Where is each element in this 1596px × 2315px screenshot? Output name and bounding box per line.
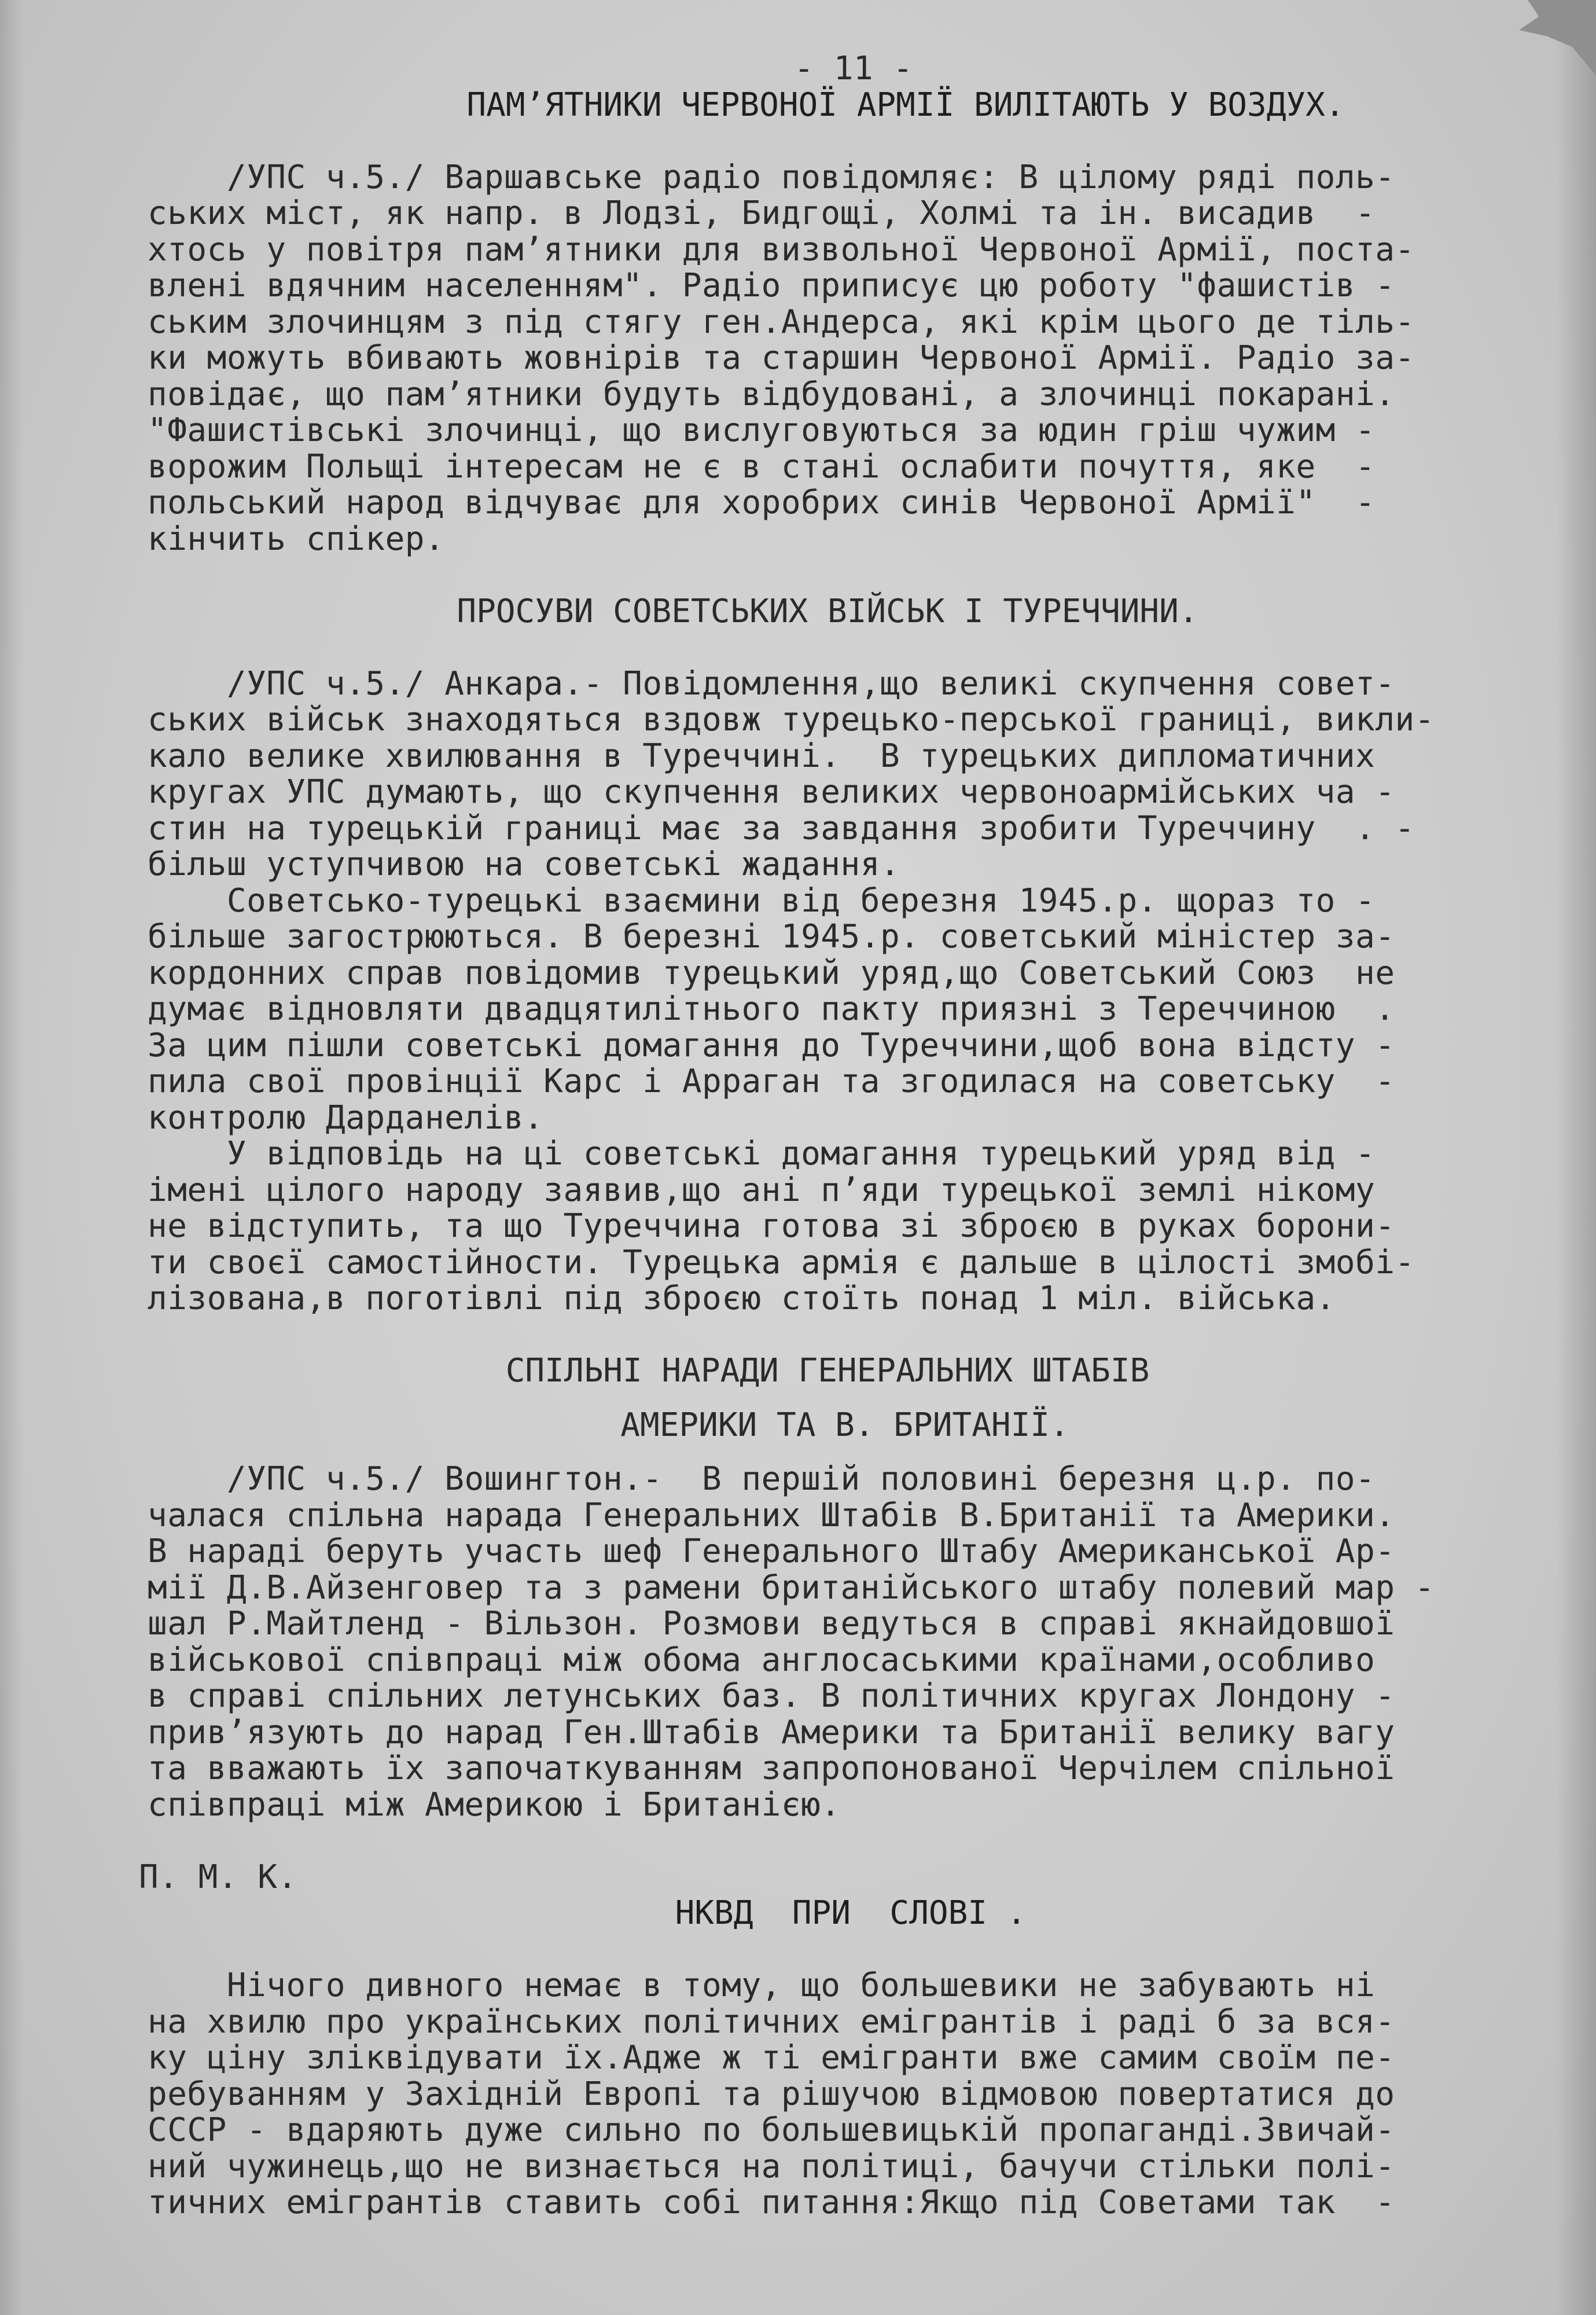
article-line: влені вдячним населенням". Радіо приписує цю роботу "фашистів -: [148, 267, 1395, 304]
article-line: тичних емігрантів ставить собі питання:Якщо під Советами так -: [148, 2184, 1395, 2221]
article-line: ти своєї самостійности. Турецька армія є дальше в цілості змобі-: [148, 1243, 1415, 1281]
article-line: ку ціну зліквідувати їх.Адже ж ті емігранти вже самим своїм пе-: [148, 2039, 1395, 2077]
article-line: не відступить, та що Туреччина готова зі зброєю в руках борони-: [148, 1207, 1395, 1245]
spacer: [148, 123, 1484, 160]
heading-nkvd: НКВД ПРИ СЛОВІ .: [675, 1894, 1027, 1932]
article-line: більш уступчивою на советські жадання.: [148, 846, 900, 883]
spacer: [148, 557, 1484, 594]
article-line: /УПС ч.5./ Вошингтон.- В першій половині березня ц.р. по-: [148, 1460, 1376, 1498]
article-line: ських військ знаходяться вздовж турецько-перської границі, викли-: [148, 701, 1435, 738]
article-staffs: [148, 1461, 1484, 1823]
article-line: кордонних справ повідомив турецький уряд,що Советський Союз не: [148, 954, 1395, 992]
article-line: на хвилю про українських політичних емігрантів і раді б за вся-: [148, 2002, 1395, 2041]
article-line: ний чужинець,що не визнається на політиці, бачучи стільки полі-: [148, 2147, 1395, 2185]
heading-turkey: ПРОСУВИ СОВЕТСЬКИХ ВІЙСЬК І ТУРЕЧЧИНИ.: [457, 592, 1198, 630]
article-line: /УПС ч.5./ Варшавське радіо повідомляє: В цілому ряді поль-: [148, 158, 1395, 196]
article-line: За цим пішли советські домагання до Туреччини,щоб вона відсту -: [148, 1026, 1395, 1064]
article-monuments: [148, 160, 1484, 558]
spacer: [148, 1317, 1484, 1354]
page-edge-shadow-left: [0, 0, 23, 2315]
spacer: [148, 630, 1484, 666]
article-line: стин на турецькій границі має за завдання зробити Туреччину . -: [148, 809, 1415, 847]
typewritten-text: [139, 50, 1484, 2221]
article-nkvd: [148, 1968, 1484, 2221]
spacer: [148, 1823, 1484, 1860]
article-line: ребуванням у Західній Европі та рішучою відмовою повертатися до: [148, 2075, 1395, 2113]
article-line: імені цілого народу заявив,що ані п’яди турецької землі нікому: [148, 1171, 1376, 1209]
article-line: Нічого дивного немає в тому, що большевики не забувають ні: [148, 1967, 1376, 2004]
page-number: - 11 -: [794, 50, 913, 87]
article-line: співпраці між Америкою і Британією.: [148, 1785, 841, 1824]
article-line: В нараді беруть участь шеф Генерального Штабу Американської Ар-: [148, 1533, 1395, 1570]
article-line: кругах УПС думають, що скупчення великих червоноармійських ча -: [148, 773, 1395, 811]
article-line: кінчить спікер.: [148, 520, 445, 558]
article-line: польський народ відчуває для хоробрих синів Червоної Армії" -: [148, 484, 1376, 521]
article-line: думає відновляти двадцятилітнього пакту приязні з Тереччиною .: [148, 990, 1395, 1028]
article-line: Советсько-турецькі взаємини від березня 1945.р. щораз то -: [148, 881, 1376, 920]
article-line: ки можуть вбивають жовнірів та старшин Червоної Армії. Радіо за-: [148, 339, 1415, 377]
article-line: ворожим Польщі інтересам не є в стані ослабити почуття, яке -: [148, 447, 1376, 486]
article-line: кало велике хвилювання в Туреччині. В турецьких дипломатичних: [148, 737, 1376, 775]
article-line: ським злочинцям з під стягу ген.Андерса, які крім цього де тіль-: [148, 303, 1415, 341]
article-line: контролю Дарданелів.: [148, 1098, 544, 1137]
article-line: хтось у повітря пам’ятники для визвольної Червоної Армії, поста-: [148, 230, 1415, 269]
article-line: повідає, що пам’ятники будуть відбудовані, а злочинці покарані.: [148, 375, 1395, 413]
article-line: шал Р.Майтленд - Вільзон. Розмови ведуться в справі якнайдовшої: [148, 1605, 1395, 1642]
page-edge-shadow-right: [1555, 0, 1596, 2315]
article-line: в справі спільних летунських баз. В політичних кругах Лондону -: [148, 1677, 1395, 1715]
article-line: "Фашистівські злочинці, що вислуговуються за юдин гріш чужим -: [148, 411, 1376, 449]
spacer: [148, 1443, 1484, 1461]
article-line: /УПС ч.5./ Анкара.- Повідомлення,що великі скупчення совет-: [148, 664, 1395, 703]
article-line: чалася спільна нарада Генеральних Штабів В.Британії та Америки.: [148, 1496, 1395, 1534]
article-line: військової співпраці між обома англосаськими країнами,особливо: [148, 1641, 1376, 1679]
article-turkey: [148, 666, 1484, 1317]
heading-staffs-line2: АМЕРИКИ ТА В. БРИТАНІЇ.: [620, 1406, 1069, 1444]
article-line: пила свої провінції Карс і Арраган та згодилася на советську -: [148, 1063, 1395, 1100]
spacer: [148, 1390, 1484, 1408]
heading-monuments: ПАМ’ЯТНИКИ ЧЕРВОНОЇ АРМІЇ ВИЛІТАЮТЬ У ВОЗДУХ.: [466, 86, 1345, 124]
signature: П. М. К.: [139, 1858, 297, 1896]
article-line: У відповідь на ці советські домагання турецький уряд від -: [148, 1135, 1376, 1173]
article-line: та вважають їх започаткуванням запропонованої Черчілем спільної: [148, 1750, 1395, 1787]
spacer: [148, 1932, 1484, 1968]
article-line: лізована,в поготівлі під зброєю стоїть понад 1 міл. війська.: [148, 1280, 1336, 1317]
article-line: прив’язують до нарад Ген.Штабів Америки та Британії велику вагу: [148, 1713, 1395, 1751]
article-line: більше загострюються. В березні 1945.р. советський міністер за-: [148, 918, 1395, 956]
article-line: СССР - вдаряють дуже сильно по большевицькій пропаганді.Звичай-: [148, 2111, 1395, 2149]
heading-staffs-line1: СПІЛЬНІ НАРАДИ ГЕНЕРАЛЬНИХ ШТАБІВ: [505, 1352, 1150, 1390]
article-line: ських міст, як напр. в Лодзі, Бидгощі, Холмі та ін. висадив -: [148, 194, 1376, 232]
article-line: мії Д.В.Айзенговер та з рамени британійського штабу полевий мар -: [148, 1568, 1435, 1607]
